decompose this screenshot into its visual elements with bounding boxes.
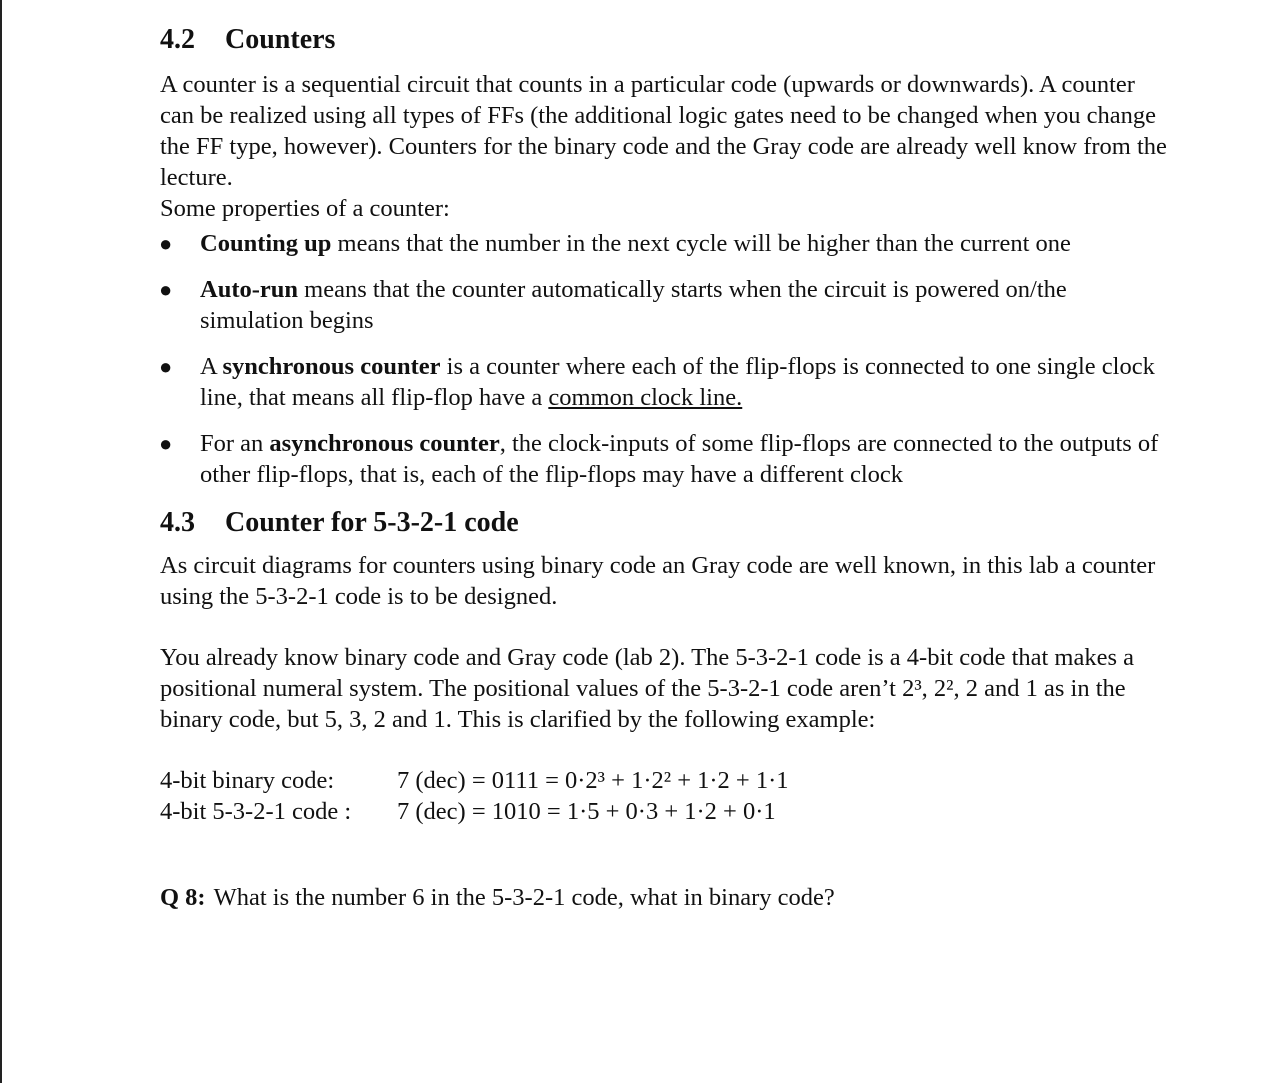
code-examples [160,765,1170,827]
properties-list [160,228,1170,490]
term-bold: Auto-run [200,276,299,303]
question-label: Q 8: [160,884,206,911]
item-text: is a counter where each of the flip-flops is connected to one single clock line, that means all flip-flop have a [200,353,1155,411]
example-label: 4-bit 5-3-2-1 code : [160,798,352,825]
question-text: What is the number 6 in the 5-3-2-1 code, what in binary code? [213,884,835,911]
term-bold: asynchronous counter [269,430,500,457]
item-prefix: A [200,353,223,380]
example-row-binary [160,765,1170,796]
circuit-paragraph: As circuit diagrams for counters using binary code an Gray code are well known, in this lab a counter using the 5-3-2-1 code is to be designed. [160,552,1156,610]
term-bold: Counting up [200,230,332,257]
example-expression: 7 (dec) = 0111 = 0·2³ + 1·2² + 1·2 + 1·1 [397,767,789,794]
page-left-border [0,0,2,1083]
section-title: Counter for 5-3-2-1 code [225,507,519,538]
bullet-icon: ● [159,277,173,302]
bullet-icon: ● [159,354,173,379]
example-row-5321 [160,796,1170,827]
section-number: 4.2 [160,24,195,55]
positional-paragraph: You already know binary code and Gray code (lab 2). The 5-3-2-1 code is a 4-bit code that makes a positional numeral system. The positional values of the 5-3-2-1 code aren’t 2³, 2², 2 and 1 as in the binary code, but 5, 3, 2 and 1. This is clarified by the following example: [160,644,1135,733]
term-bold: synchronous counter [222,353,441,380]
example-label: 4-bit binary code: [160,767,335,794]
bullet-icon: ● [159,231,173,256]
counter-intro-paragraph: A counter is a sequential circuit that counts in a particular code (upwards or downwards). A counter can be realized using all types of FFs (the additional logic gates need to be changed when you change the FF type, however). Counters for the binary code and the Gray code are already well know from the lecture. [160,71,1167,191]
bullet-icon: ● [159,431,173,456]
section-heading-4-2 [160,22,1170,58]
underlined-phrase: common clock line. [548,384,743,411]
section-number: 4.3 [160,507,195,538]
properties-intro: Some properties of a counter: [160,195,450,222]
item-prefix: For an [200,430,270,457]
item-text: , the clock-inputs of some flip-flops are connected to the outputs of other flip-flops, that is, each of the flip-flops may have a different clock [200,430,1159,488]
document-page [160,22,1170,913]
list-item [160,228,1170,259]
list-item [160,351,1170,413]
section-heading-4-3 [160,505,1170,541]
item-text: means that the number in the next cycle will be higher than the current one [331,230,1071,257]
list-item [160,428,1170,490]
question-8 [160,882,1170,913]
section-title: Counters [225,24,336,55]
item-text: means that the counter automatically starts when the circuit is powered on/the simulation begins [200,276,1067,334]
list-item [160,274,1170,336]
example-expression: 7 (dec) = 1010 = 1·5 + 0·3 + 1·2 + 0·1 [397,798,776,825]
